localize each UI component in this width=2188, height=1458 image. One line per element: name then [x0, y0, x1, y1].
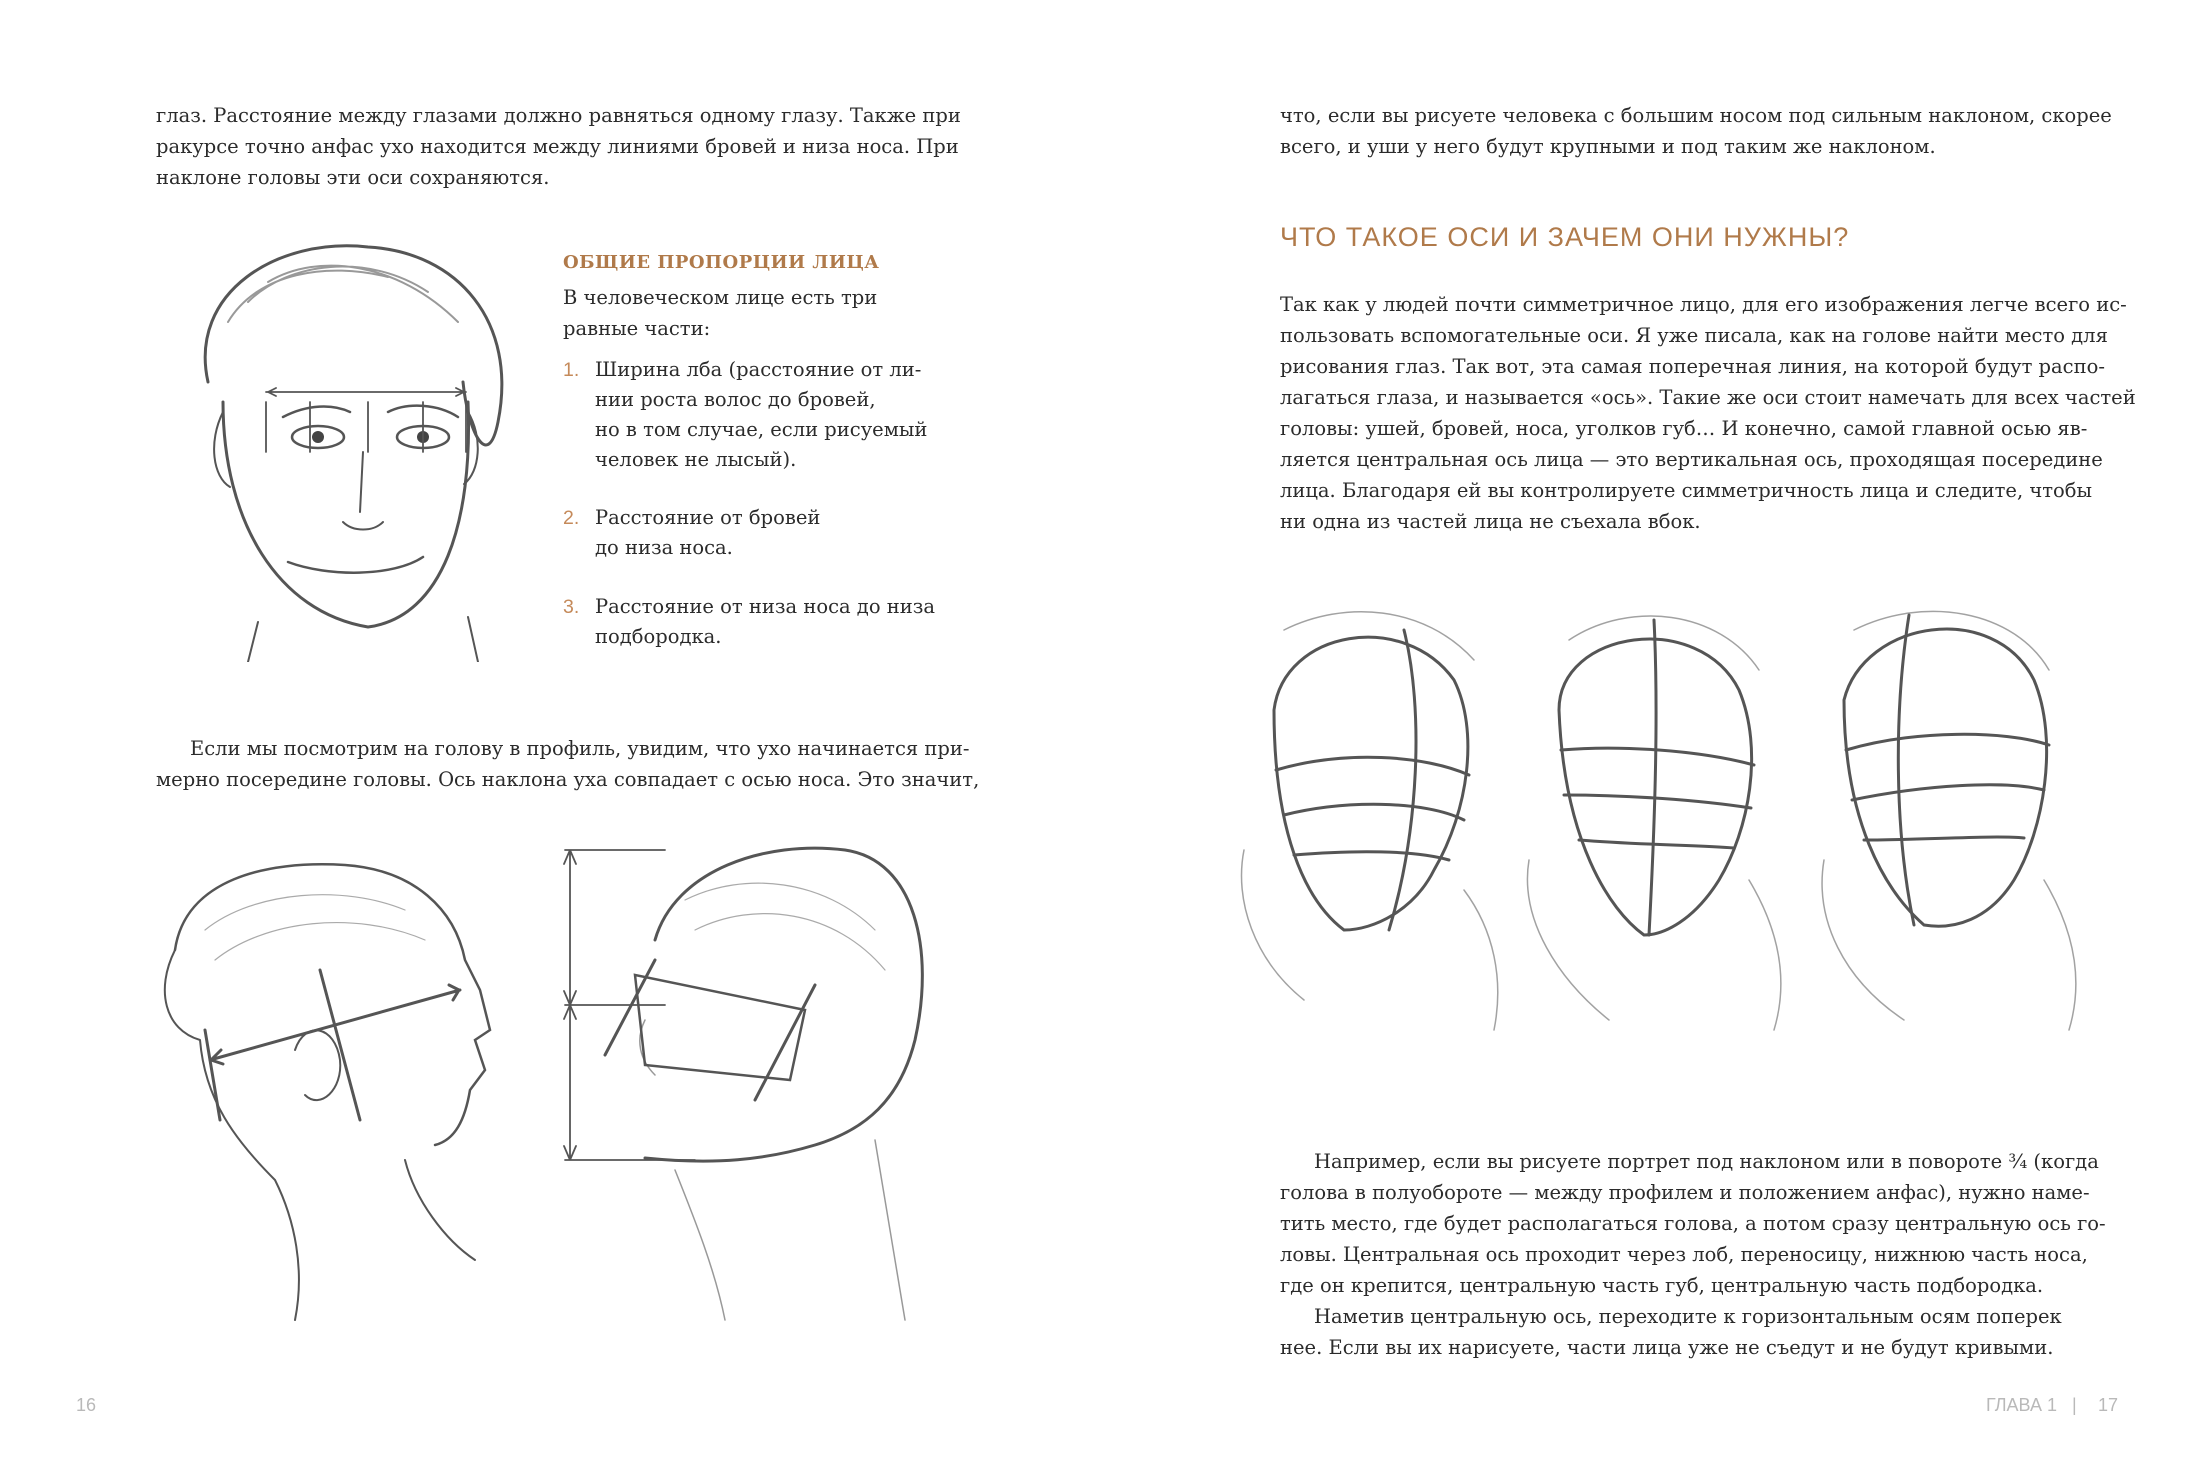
- proportion-item-3: [563, 592, 935, 652]
- right-page: [1094, 0, 2188, 1458]
- text-line: наклоне головы эти оси сохраняются.: [156, 166, 550, 189]
- text-line: что, если вы рисуете человека с большим носом под сильным наклоном, скорее: [1280, 104, 2112, 127]
- text-line: ляется центральная ось лица — это вертикальная ось, проходящая посередине: [1280, 448, 2103, 471]
- proportion-item-1: [563, 355, 927, 475]
- example-paragraph: [1280, 1146, 2106, 1363]
- folio-separator: |: [2072, 1395, 2077, 1415]
- text-line: Расстояние от низа носа до низа: [595, 595, 936, 618]
- text-line: лица. Благодаря ей вы контролируете симметричность лица и следите, чтобы: [1280, 479, 2093, 502]
- text-line: мерно посередине головы. Ось наклона уха совпадает с осью носа. Это значит,: [156, 768, 980, 791]
- text-line: головы: ушей, бровей, носа, уголков губ… И конечно, самой главной осью яв-: [1280, 417, 2088, 440]
- text-line: голова в полуобороте — между профилем и положением анфас), нужно наме-: [1280, 1181, 2090, 1204]
- proportions-heading: ОБЩИЕ ПРОПОРЦИИ ЛИЦА: [563, 252, 880, 273]
- text-line: нии роста волос до бровей,: [595, 388, 876, 411]
- profile-illustration: [145, 840, 505, 1340]
- text-line: Ширина лба (расстояние от ли-: [595, 358, 922, 381]
- proportions-intro: [563, 282, 877, 344]
- text-line: где он крепится, центральную часть губ, центральную часть подбородка.: [1280, 1274, 2044, 1297]
- continuation-paragraph: [1280, 100, 2112, 162]
- running-head: ГЛАВА 1: [1986, 1395, 2057, 1415]
- axes-heads-illustration: [1224, 600, 2084, 1040]
- profile-paragraph: [156, 733, 980, 795]
- item-number: 2.: [563, 507, 580, 529]
- item-number: 1.: [563, 359, 580, 381]
- front-face-illustration: [168, 232, 538, 662]
- text-line: подбородка.: [595, 625, 722, 648]
- text-line: пользовать вспомогательные оси. Я уже писала, как на голове найти место для: [1280, 324, 2108, 347]
- profile-proportions-illustration: [545, 840, 945, 1340]
- page-number: 17: [2098, 1395, 2119, 1415]
- text-line: ракурсе точно анфас ухо находится между линиями бровей и низа носа. При: [156, 135, 959, 158]
- text-line: человек не лысый).: [595, 448, 797, 471]
- section-heading: ЧТО ТАКОЕ ОСИ И ЗАЧЕМ ОНИ НУЖНЫ?: [1280, 222, 1850, 252]
- text-line: всего, и уши у него будут крупными и под таким же наклоном.: [1280, 135, 1936, 158]
- text-line: равные части:: [563, 317, 711, 340]
- text-line: нее. Если вы их нарисуете, части лица уже не съедут и не будут кривыми.: [1280, 1336, 2054, 1359]
- text-line: В человеческом лице есть три: [563, 286, 878, 309]
- text-line: Наметив центральную ось, переходите к горизонтальным осям поперек: [1314, 1305, 2062, 1328]
- text-line: ни одна из частей лица не съехала вбок.: [1280, 510, 1701, 533]
- item-number: 3.: [563, 596, 580, 618]
- text-line: до низа носа.: [595, 536, 733, 559]
- text-line: рисования глаз. Так вот, эта самая поперечная линия, на которой будут распо-: [1280, 355, 2105, 378]
- text-line: глаз. Расстояние между глазами должно равняться одному глазу. Также при: [156, 104, 961, 127]
- text-line: Так как у людей почти симметричное лицо, для его изображения легче всего ис-: [1280, 293, 2127, 316]
- proportion-item-2: [563, 503, 820, 563]
- text-line: Например, если вы рисуете портрет под наклоном или в повороте ¾ (когда: [1314, 1150, 2099, 1173]
- text-line: Если мы посмотрим на голову в профиль, увидим, что ухо начинается при-: [190, 737, 970, 760]
- intro-paragraph: [156, 100, 961, 193]
- axes-paragraph: [1280, 289, 2136, 537]
- text-line: ловы. Центральная ось проходит через лоб, переносицу, нижнюю часть носа,: [1280, 1243, 2088, 1266]
- text-line: но в том случае, если рисуемый: [595, 418, 928, 441]
- text-line: Расстояние от бровей: [595, 506, 821, 529]
- page-number: 16: [76, 1395, 97, 1415]
- text-line: тить место, где будет располагаться голова, а потом сразу центральную ось го-: [1280, 1212, 2106, 1235]
- text-line: лагаться глаза, и называется «ось». Такие же оси стоит намечать для всех частей: [1280, 386, 2136, 409]
